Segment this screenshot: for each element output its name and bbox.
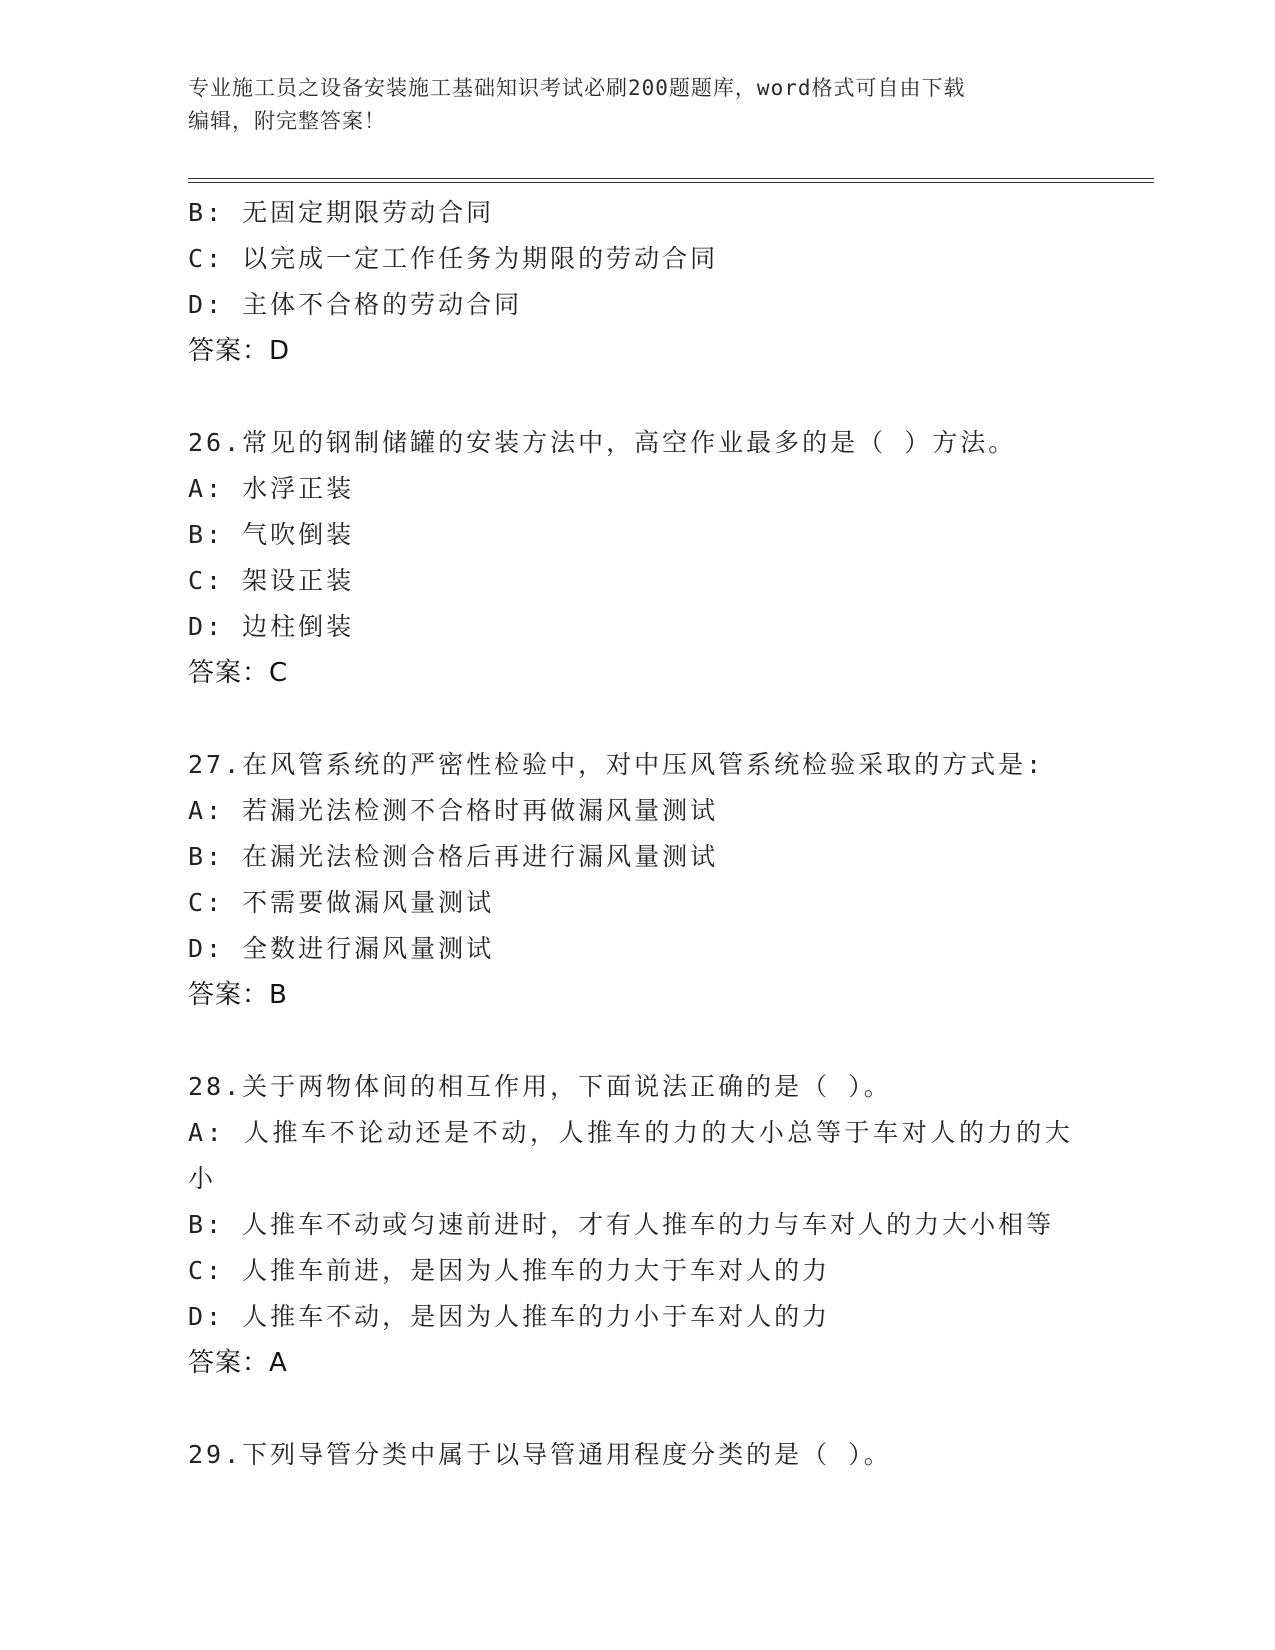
question-26	[188, 420, 1088, 696]
header-divider-bottom	[188, 182, 1154, 183]
option-b: B: 在漏光法检测合格后再进行漏风量测试	[188, 842, 719, 871]
option-c: C: 以完成一定工作任务为期限的劳动合同	[188, 244, 719, 273]
question-list	[188, 190, 1088, 1478]
option-d: D: 主体不合格的劳动合同	[188, 290, 523, 319]
option-b: B: 人推车不动或匀速前进时，才有人推车的力与车对人的力大小相等	[188, 1210, 1055, 1239]
question-28	[188, 1064, 1088, 1386]
option-c: C: 架设正装	[188, 566, 355, 595]
spacer	[188, 1386, 1088, 1432]
answer-line: 答案：C	[188, 658, 289, 688]
answer-line: 答案：A	[188, 1348, 288, 1378]
question-29	[188, 1432, 1088, 1478]
question-text: 27.在风管系统的严密性检验中，对中压风管系统检验采取的方式是:	[188, 750, 1045, 779]
option-d: D: 人推车不动，是因为人推车的力小于车对人的力	[188, 1302, 831, 1331]
option-c: C: 不需要做漏风量测试	[188, 888, 495, 917]
option-d: D: 全数进行漏风量测试	[188, 934, 495, 963]
question-27	[188, 742, 1088, 1018]
question-25-continuation	[188, 190, 1088, 374]
header-title-line-1: 专业施工员之设备安装施工基础知识考试必刷200题题库，word格式可自由下载	[188, 76, 966, 100]
option-a: A: 水浮正装	[188, 474, 355, 503]
spacer	[188, 1018, 1088, 1064]
spacer	[188, 374, 1088, 420]
answer-line: 答案：B	[188, 980, 288, 1010]
answer-line: 答案：D	[188, 336, 291, 366]
option-d: D: 边柱倒装	[188, 612, 355, 641]
spacer	[188, 696, 1088, 742]
header-divider-top	[188, 178, 1154, 179]
question-text: 26.常见的钢制储罐的安装方法中，高空作业最多的是（ ）方法。	[188, 428, 1017, 457]
question-text: 29.下列导管分类中属于以导管通用程度分类的是（ ）。	[188, 1440, 892, 1469]
header-title-line-2: 编辑，附完整答案！	[188, 109, 386, 133]
option-a: A: 若漏光法检测不合格时再做漏风量测试	[188, 796, 719, 825]
option-c: C: 人推车前进，是因为人推车的力大于车对人的力	[188, 1256, 831, 1285]
question-text: 28.关于两物体间的相互作用，下面说法正确的是（ ）。	[188, 1072, 892, 1101]
document-header	[188, 72, 1088, 138]
option-b: B: 无固定期限劳动合同	[188, 198, 495, 227]
option-a: A: 人推车不论动还是不动，人推车的力的大小总等于车对人的力的大小	[188, 1118, 1074, 1193]
option-b: B: 气吹倒装	[188, 520, 355, 549]
